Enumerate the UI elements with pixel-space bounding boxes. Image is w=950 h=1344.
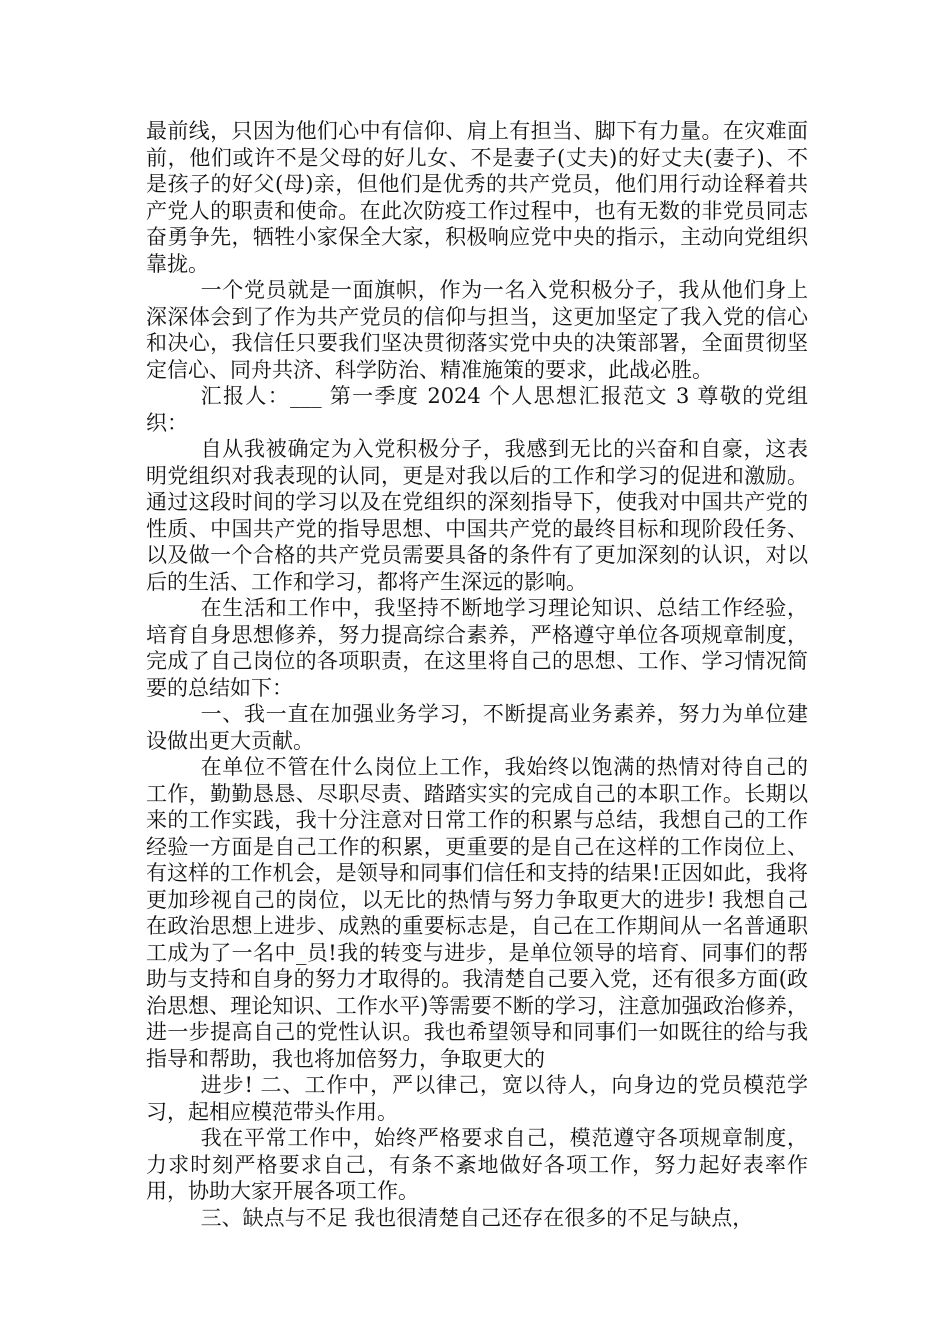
paragraph-heading-self-discipline: 进步! 二、工作中，严以律己，宽以待人，向身边的党员模范学习，起相应模范带头作用。 (146, 1073, 808, 1124)
paragraph-heading-business-study: 一、我一直在加强业务学习，不断提高业务素养，努力为单位建设做出更大贡献。 (146, 702, 808, 753)
paragraph-party-flag: 一个党员就是一面旗帜，作为一名入党积极分子，我从他们身上深深体会到了作为共产党员的信仰与担当，这更加坚定了我入党的信心和决心，我信任只要我们坚决贯彻落实党中央的决策部署，全面贯彻坚定信心、同舟共济、科学防治、精准施策的要求，此战必胜。 (146, 278, 808, 382)
paragraph-daily-work: 我在平常工作中，始终严格要求自己，模范遵守各项规章制度，力求时刻严格要求自己，有条不紊地做好各项工作，努力起好表率作用，协助大家开展各项工作。 (146, 1126, 808, 1203)
paragraph-activist-pride: 自从我被确定为入党积极分子，我感到无比的兴奋和自豪，这表明党组织对我表现的认同，更是对我以后的工作和学习的促进和激励。通过这段时间的学习以及在党组织的深刻指导下，使我对中国共产党的性质、中国共产党的指导思想、中国共产党的最终目标和现阶段任务、以及做一个合格的共产党员需要具备的条件有了更加深刻的认识，对以后的生活、工作和学习，都将产生深远的影响。 (146, 437, 808, 594)
document-page (146, 118, 808, 1231)
paragraph-frontline: 最前线，只因为他们心中有信仰、肩上有担当、脚下有力量。在灾难面前，他们或许不是父母的好儿女、不是妻子(丈夫)的好丈夫(妻子)、不是孩子的好父(母)亲，但他们是优秀的共产党员，他们用行动诠释着共产党人的职责和使命。在此次防疫工作过程中，也有无数的非党员同志奋勇争先，牺牲小家保全大家，积极响应党中央的指示，主动向党组织靠拢。 (146, 119, 808, 276)
paragraph-reporter-salutation: 汇报人：___ 第一季度 2024 个人思想汇报范文 3 尊敬的党组织： (146, 384, 808, 435)
paragraph-life-and-work: 在生活和工作中，我坚持不断地学习理论知识、总结工作经验，培育自身思想修养，努力提高综合素养，严格遵守单位各项规章制度，完成了自己岗位的各项职责，在这里将自己的思想、工作、学习情况简要的总结如下： (146, 596, 808, 700)
paragraph-heading-shortcomings: 三、缺点与不足 我也很清楚自己还存在很多的不足与缺点， (200, 1205, 754, 1230)
paragraph-unit-work: 在单位不管在什么岗位上工作，我始终以饱满的热情对待自己的工作，勤勤恳恳、尽职尽责、踏踏实实的完成自己的本职工作。长期以来的工作实践，我十分注意对日常工作的积累与总结，我想自己的工作经验一方面是自己工作的积累，更重要的是自己在这样的工作岗位上、有这样的工作机会，是领导和同事们信任和支持的结果!正因如此，我将更加珍视自己的岗位，以无比的热情与努力争取更大的进步! 我想自己在政治思想上进步、成熟的重要标志是，自己在工作期间从一名普通职工成为了一名中_员!我的转变与进步，是单位领导的培育、同事们的帮助与支持和自身的努力才取得的。我清楚自己要入党，还有很多方面(政治思想、理论知识、工作水平)等需要不断的学习，注意加强政治修养，进一步提高自己的党性认识。我也希望领导和同事们一如既往的给与我指导和帮助，我也将加倍努力，争取更大的 (146, 755, 808, 1071)
